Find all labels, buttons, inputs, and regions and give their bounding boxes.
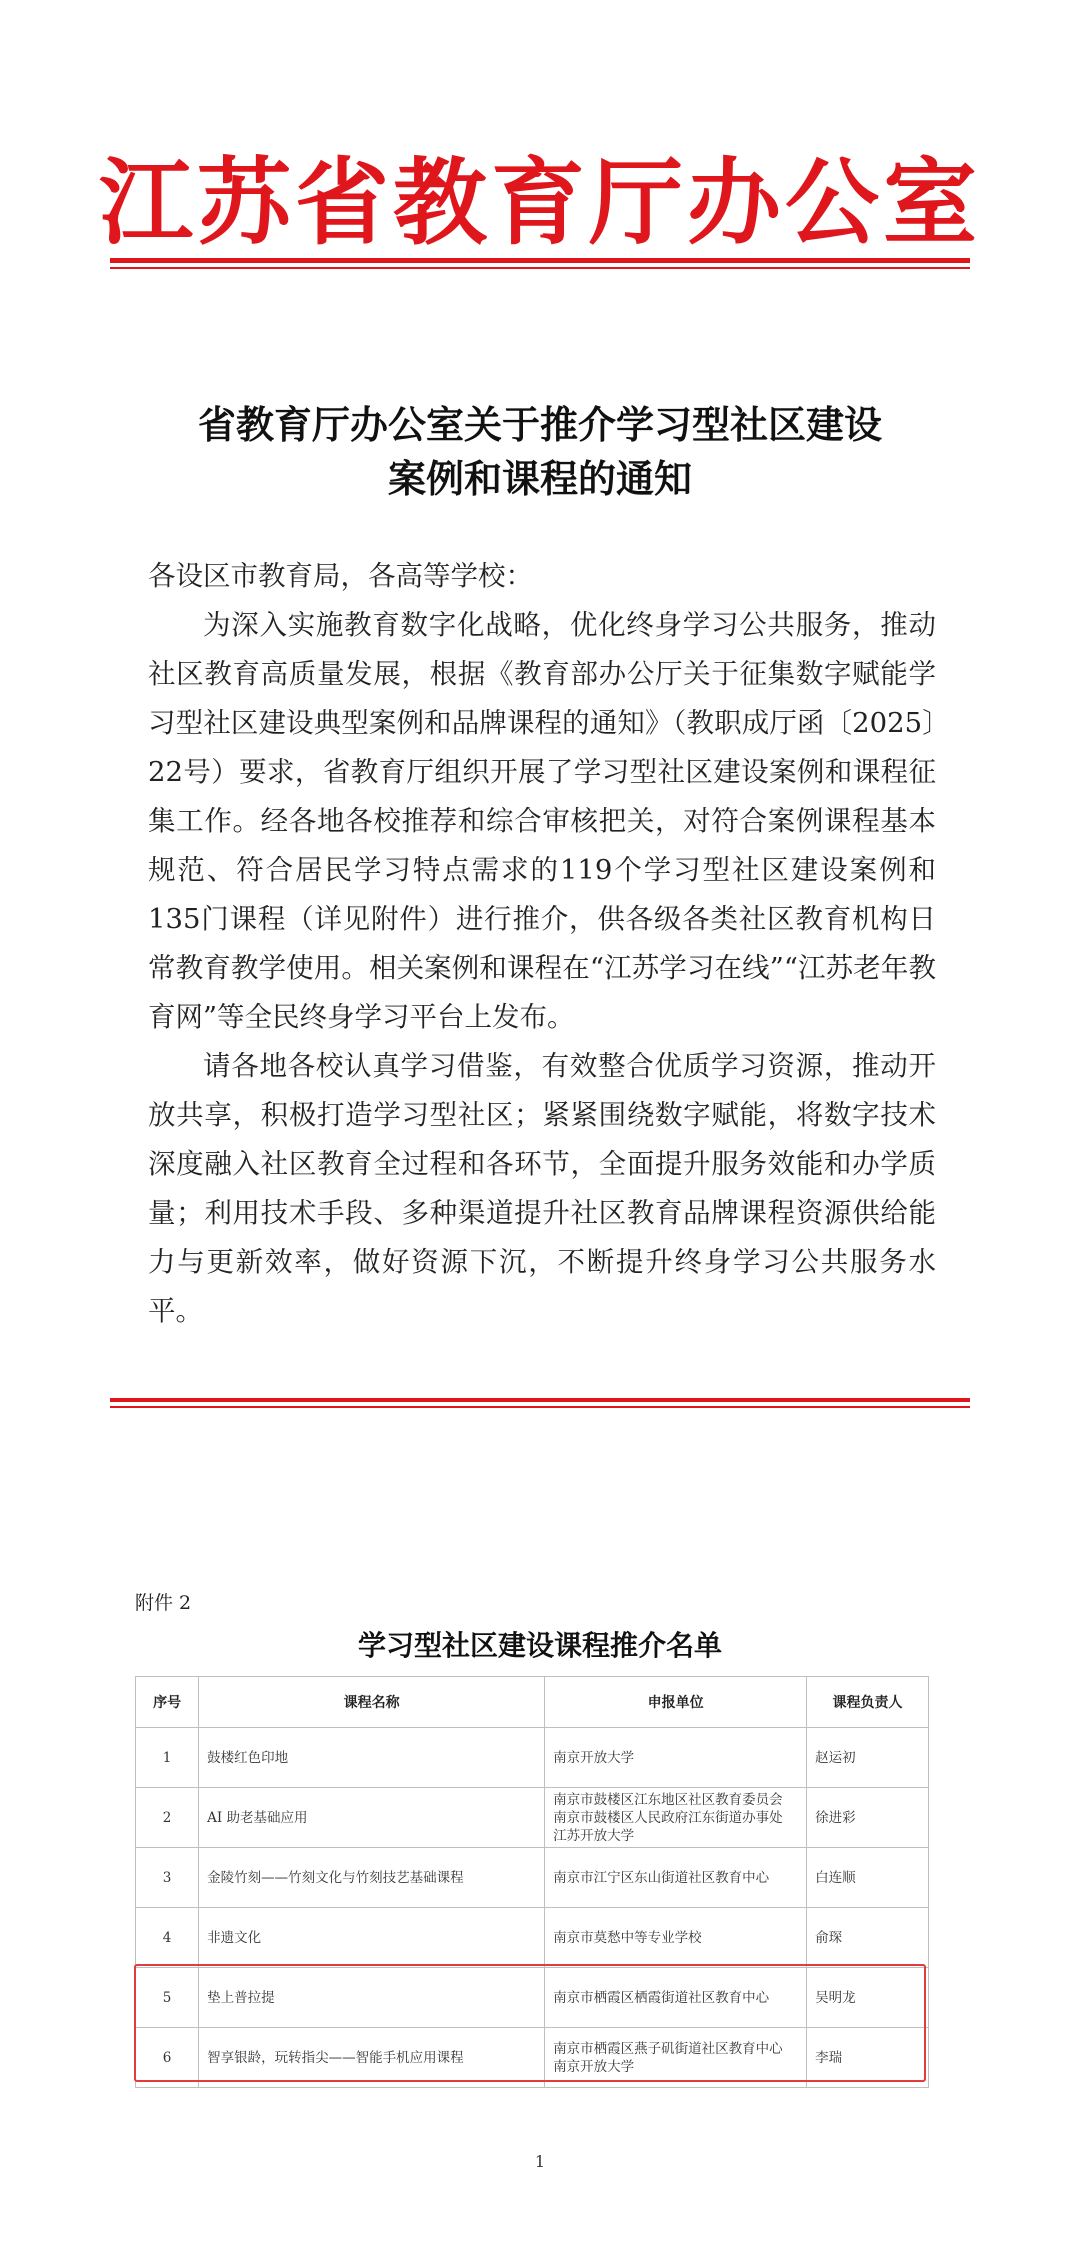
table-row — [136, 1788, 929, 1848]
col-header-person: 课程负责人 — [807, 1677, 929, 1728]
cell-person: 吴明龙 — [807, 1968, 929, 2028]
cell-course: 垫上普拉提 — [199, 1968, 545, 2028]
attachment-label: 附件 2 — [135, 1592, 192, 1614]
cell-unit: 南京市莫愁中等专业学校 — [545, 1908, 807, 1968]
cell-no: 5 — [136, 1968, 199, 2028]
paragraph-1: 为深入实施教育数字化战略，优化终身学习公共服务，推动社区教育高质量发展，根据《教育部办公厅关于征集数字赋能学习型社区建设典型案例和品牌课程的通知》（教职成厅函〔2025〕22号）要求，省教育厅组织开展了学习型社区建设案例和课程征集工作。经各地各校推荐和综合审核把关，对符合案例课程基本规范、符合居民学习特点需求的119个学习型社区建设案例和135门课程（详见附件）进行推介，供各级各类社区教育机构日常教育教学使用。相关案例和课程在“江苏学习在线”“江苏老年教育网”等全民终身学习平台上发布。 — [148, 609, 936, 1033]
notice-title-line1: 省教育厅办公室关于推介学习型社区建设 — [197, 402, 882, 447]
col-header-no: 序号 — [136, 1677, 199, 1728]
cell-person: 白连顺 — [807, 1848, 929, 1908]
notice-body — [148, 552, 936, 1336]
cell-unit: 南京市栖霞区燕子矶街道社区教育中心 南京开放大学 — [545, 2028, 807, 2088]
salutation: 各设区市教育局，各高等学校： — [148, 560, 533, 592]
cell-person: 徐进彩 — [807, 1788, 929, 1848]
cell-no: 2 — [136, 1788, 199, 1848]
cell-unit: 南京市鼓楼区江东地区社区教育委员会 南京市鼓楼区人民政府江东街道办事处 江苏开放大学 — [545, 1788, 807, 1848]
table-row — [136, 1908, 929, 1968]
highlight-box — [134, 1964, 926, 2082]
cell-unit: 南京市江宁区东山街道社区教育中心 — [545, 1848, 807, 1908]
cell-no: 6 — [136, 2028, 199, 2088]
cell-no: 3 — [136, 1848, 199, 1908]
table-header-row — [136, 1677, 929, 1728]
cell-unit: 南京开放大学 — [545, 1728, 807, 1788]
cell-person: 赵运初 — [807, 1728, 929, 1788]
col-header-unit: 申报单位 — [545, 1677, 807, 1728]
table-row — [136, 1728, 929, 1788]
cell-course: AI 助老基础应用 — [199, 1788, 545, 1848]
cell-person: 李瑞 — [807, 2028, 929, 2088]
cell-course: 智享银龄，玩转指尖——智能手机应用课程 — [199, 2028, 545, 2088]
cell-no: 4 — [136, 1908, 199, 1968]
table-row — [136, 1848, 929, 1908]
separator-red-rule-thick — [110, 1398, 970, 1402]
notice-title — [0, 398, 1080, 506]
col-header-course: 课程名称 — [199, 1677, 545, 1728]
separator-red-rule-thin — [110, 1406, 970, 1408]
table-title: 学习型社区建设课程推介名单 — [357, 1629, 722, 1662]
page-number: 1 — [534, 2152, 546, 2171]
cell-course: 鼓楼红色印地 — [199, 1728, 545, 1788]
cell-no: 1 — [136, 1728, 199, 1788]
cell-course: 非遗文化 — [199, 1908, 545, 1968]
header-org-title: 江苏省教育厅办公室 — [98, 148, 981, 258]
header-red-rule-thin — [110, 267, 970, 269]
notice-title-line2: 案例和课程的通知 — [387, 456, 692, 501]
cell-course: 金陵竹刻——竹刻文化与竹刻技艺基础课程 — [199, 1848, 545, 1908]
paragraph-2: 请各地各校认真学习借鉴，有效整合优质学习资源，推动开放共享，积极打造学习型社区；紧紧围绕数字赋能，将数字技术深度融入社区教育全过程和各环节，全面提升服务效能和办学质量；利用技术手段、多种渠道提升社区教育品牌课程资源供给能力与更新效率，做好资源下沉，不断提升终身学习公共服务水平。 — [148, 1050, 936, 1327]
cell-person: 俞琛 — [807, 1908, 929, 1968]
cell-unit: 南京市栖霞区栖霞街道社区教育中心 — [545, 1968, 807, 2028]
header-red-rule-thick — [110, 258, 970, 263]
